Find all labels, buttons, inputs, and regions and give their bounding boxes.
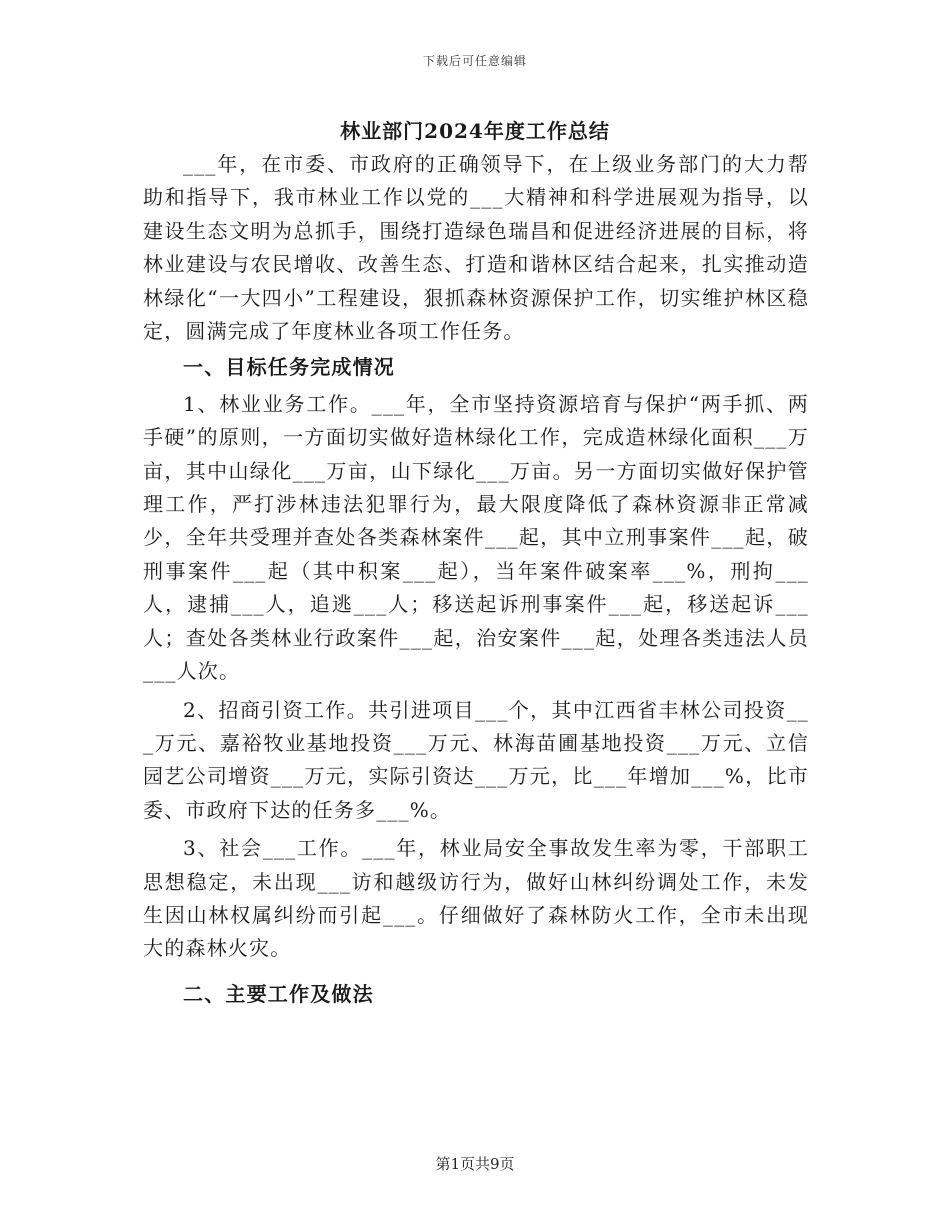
page-header-note: 下载后可任意编辑 [422, 54, 527, 68]
item-forestry-business: 1、林业业务工作。___年，全市坚持资源培育与保护“两手抓、两手硬”的原则，一方面切实做好造林绿化工作，完成造林绿化面积___万亩，其中山绿化___万亩，山下绿化___万亩。另一方面切实做好保护管理工作，严打涉林违法犯罪行为，最大限度降低了森林资源非正常减少，全年共受理并查处各类森林案件___起，其中立刑事案件___起，破刑事案件___起（其中积案___起），当年案件破案率___%，刑拘___人，逮捕___人，追逃___人；移送起诉刑事案件___起，移送起诉___人；查处各类林业行政案件___起，治安案件___起，处理各类违法人员___人次。 [143, 391, 809, 684]
item-social-work: 3、社会___工作。___年，林业局安全事故发生率为零，干部职工思想稳定，未出现___访和越级访行为，做好山林纠纷调处工作，未发生因山林权属纠纷而引起___。仔细做好了森林防火工作，全市未出现大的森林火灾。 [143, 836, 809, 961]
section-heading-main-work: 二、主要工作及做法 [183, 981, 374, 1006]
page-footer-pagination: 第1页共9页 [435, 1155, 515, 1173]
section-heading-targets: 一、目标任务完成情况 [183, 355, 395, 380]
item-investment: 2、招商引资工作。共引进项目___个，其中江西省丰林公司投资___万元、嘉裕牧业基地投资___万元、林海苗圃基地投资___万元、立信园艺公司增资___万元，实际引资达___万元，比___年增加___%，比市委、市政府下达的任务多___%。 [143, 697, 809, 822]
document-title: 林业部门2024年度工作总结 [340, 119, 610, 143]
document-body [143, 148, 809, 1014]
intro-paragraph: ___年，在市委、市政府的正确领导下，在上级业务部门的大力帮助和指导下，我市林业工作以党的___大精神和科学进展观为指导，以建设生态文明为总抓手，围绕打造绿色瑞昌和促进经济进展的目标，将林业建设与农民增收、改善生态、打造和谐林区结合起来，扎实推动造林绿化“一大四小”工程建设，狠抓森林资源保护工作，切实维护林区稳定，圆满完成了年度林业各项工作任务。 [143, 152, 809, 344]
